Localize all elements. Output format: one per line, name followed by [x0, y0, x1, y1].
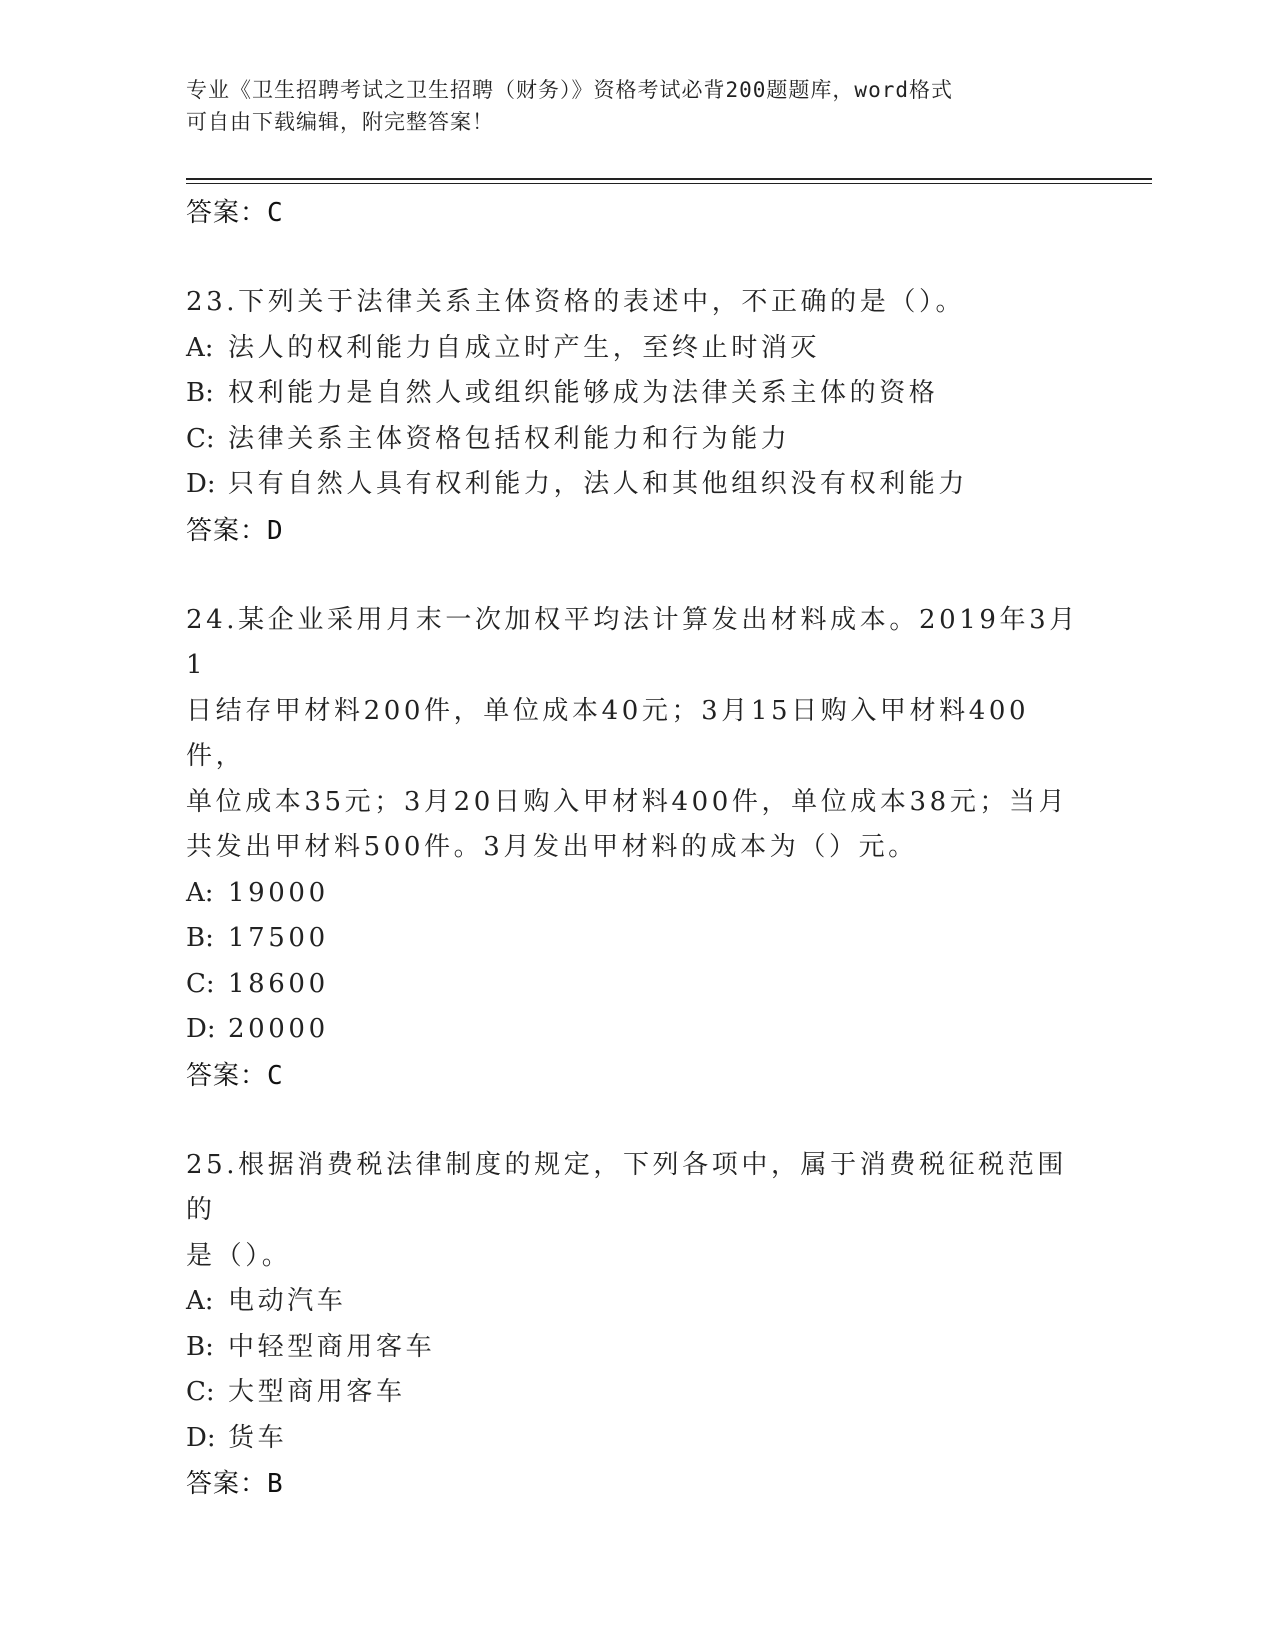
- option-letter: C:: [186, 423, 215, 454]
- option-text: 18600: [228, 968, 329, 999]
- option-d: [186, 462, 1086, 508]
- option-letter: B:: [186, 1331, 214, 1362]
- option-text: 法人的权利能力自成立时产生，至终止时消灭: [228, 332, 821, 363]
- option-letter: C:: [186, 968, 215, 999]
- document-body: [186, 190, 1086, 1507]
- option-text: 17500: [228, 923, 329, 953]
- option-text: 权利能力是自然人或组织能够成为法律关系主体的资格: [228, 378, 939, 408]
- option-text: 中轻型商用客车: [228, 1331, 436, 1362]
- spacer: [186, 236, 1086, 280]
- option-letter: B:: [186, 923, 214, 953]
- question-24: [186, 598, 1086, 1099]
- document-header: [186, 74, 1066, 138]
- question-23: [186, 280, 1086, 554]
- option-text: 只有自然人具有权利能力，法人和其他组织没有权利能力: [228, 469, 969, 499]
- option-letter: C:: [186, 1377, 215, 1407]
- spacer: [186, 1099, 1086, 1143]
- option-text: 电动汽车: [228, 1286, 347, 1316]
- option-text: 大型商用客车: [228, 1377, 406, 1407]
- previous-answer: 答案：C: [186, 198, 284, 228]
- answer: 答案：B: [186, 1469, 284, 1499]
- header-rule-thin: [186, 183, 1152, 184]
- question-text-line: 日结存甲材料200件，单位成本40元；3月15日购入甲材料400件，: [186, 695, 1030, 771]
- spacer: [186, 554, 1086, 598]
- question-25: [186, 1143, 1086, 1508]
- option-text: 法律关系主体资格包括权利能力和行为能力: [228, 423, 791, 454]
- option-b: [186, 1325, 1086, 1371]
- option-b: [186, 916, 1086, 962]
- option-text: 货车: [228, 1422, 288, 1453]
- option-a: [186, 326, 1086, 372]
- option-c: [186, 1370, 1086, 1416]
- question-text-line: 单位成本35元；3月20日购入甲材料400件，单位成本38元；当月: [186, 786, 1069, 817]
- option-d: [186, 1007, 1086, 1053]
- option-a: [186, 871, 1086, 917]
- question-text-line: 24.某企业采用月末一次加权平均法计算发出材料成本。2019年3月1: [186, 604, 1079, 680]
- question-text: 23.下列关于法律关系主体资格的表述中，不正确的是（）。: [186, 287, 966, 317]
- answer: 答案：C: [186, 1060, 284, 1091]
- option-letter: B:: [186, 378, 214, 408]
- question-text-line: 25.根据消费税法律制度的规定，下列各项中，属于消费税征税范围的: [186, 1149, 1067, 1225]
- option-c: [186, 962, 1086, 1008]
- option-a: [186, 1279, 1086, 1325]
- option-letter: A:: [186, 1286, 214, 1316]
- option-letter: D:: [186, 1422, 216, 1453]
- question-text-line: 是（）。: [186, 1240, 292, 1271]
- header-title-line-1: 专业《卫生招聘考试之卫生招聘（财务）》资格考试必背200题题库，word格式: [186, 78, 953, 102]
- header-rule: [186, 178, 1152, 180]
- option-text: 20000: [228, 1014, 329, 1044]
- option-c: [186, 417, 1086, 463]
- question-text-line: 共发出甲材料500件。3月发出甲材料的成本为（）元。: [186, 832, 918, 862]
- option-letter: A:: [186, 877, 214, 908]
- answer: 答案：D: [186, 515, 284, 546]
- option-letter: D:: [186, 469, 216, 499]
- option-b: [186, 371, 1086, 417]
- option-letter: D:: [186, 1014, 216, 1044]
- option-text: 19000: [228, 877, 329, 908]
- option-d: [186, 1416, 1086, 1462]
- option-letter: A:: [186, 332, 214, 363]
- header-title-line-2: 可自由下载编辑，附完整答案！: [186, 110, 494, 134]
